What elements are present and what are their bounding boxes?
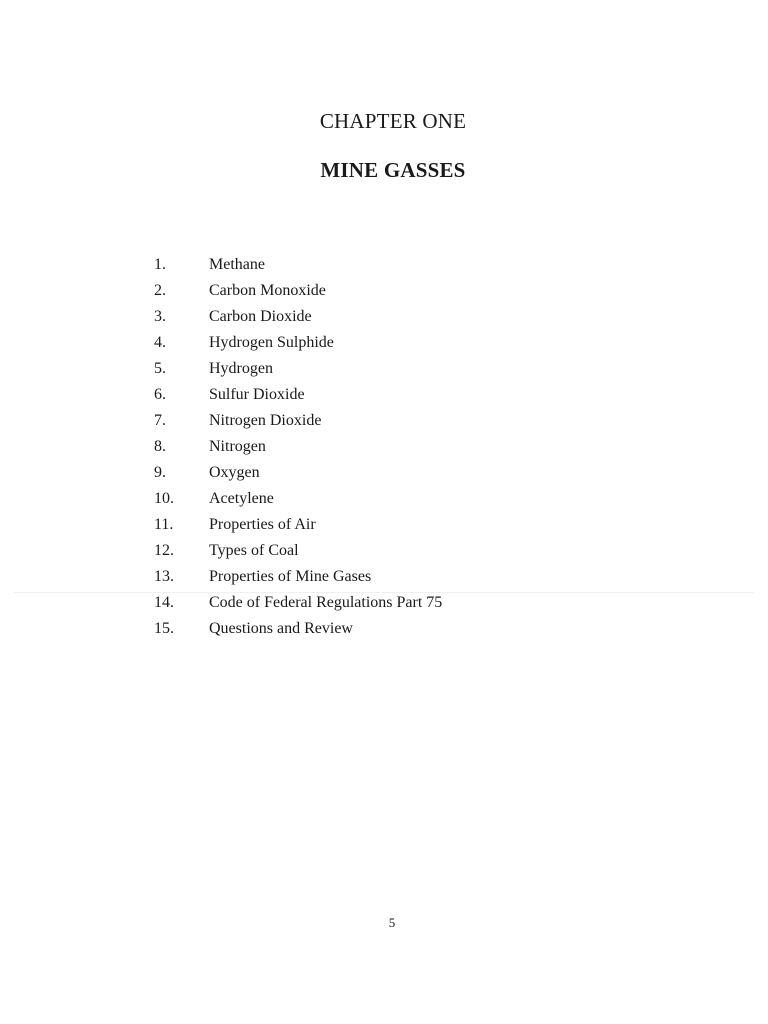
toc-item-text: Nitrogen Dioxide	[209, 412, 322, 429]
toc-item-number: 11.	[154, 516, 174, 533]
toc-item	[154, 408, 442, 434]
toc-item	[154, 512, 442, 538]
toc-item-text: Sulfur Dioxide	[209, 386, 305, 403]
toc-item	[154, 356, 442, 382]
toc-item-number: 14.	[154, 594, 174, 611]
toc-item-text: Hydrogen	[209, 360, 273, 377]
toc-item-number: 15.	[154, 620, 174, 637]
toc-item-number: 9.	[154, 464, 166, 481]
toc-item-text: Oxygen	[209, 464, 260, 481]
chapter-title: MINE GASSES	[320, 158, 466, 182]
scan-artifact-line	[14, 592, 754, 593]
chapter-label: CHAPTER ONE	[319, 109, 467, 133]
toc-item	[154, 330, 442, 356]
toc-item-text: Nitrogen	[209, 438, 266, 455]
toc-item	[154, 486, 442, 512]
toc-item-text: Types of Coal	[209, 542, 299, 559]
toc-item	[154, 252, 442, 278]
toc-item-text: Properties of Air	[209, 516, 316, 533]
table-of-contents	[154, 252, 442, 642]
page-number: 5	[388, 915, 396, 930]
toc-item	[154, 564, 442, 590]
toc-item-number: 1.	[154, 256, 166, 273]
toc-item-number: 4.	[154, 334, 166, 351]
toc-item-text: Carbon Monoxide	[209, 282, 326, 299]
toc-item-number: 2.	[154, 282, 166, 299]
toc-item	[154, 616, 442, 642]
toc-item	[154, 382, 442, 408]
toc-item-text: Acetylene	[209, 490, 274, 507]
toc-item-number: 6.	[154, 386, 166, 403]
toc-item-text: Questions and Review	[209, 620, 353, 637]
toc-item-number: 3.	[154, 308, 166, 325]
toc-item-text: Methane	[209, 256, 265, 273]
toc-item	[154, 304, 442, 330]
toc-item-text: Properties of Mine Gases	[209, 568, 372, 585]
toc-item	[154, 460, 442, 486]
toc-item	[154, 538, 442, 564]
toc-item-text: Code of Federal Regulations Part 75	[209, 594, 443, 611]
toc-item	[154, 434, 442, 460]
toc-item-text: Hydrogen Sulphide	[209, 334, 334, 351]
toc-item-number: 5.	[154, 360, 166, 377]
toc-item-text: Carbon Dioxide	[209, 308, 312, 325]
toc-item	[154, 278, 442, 304]
toc-item	[154, 590, 442, 616]
toc-item-number: 13.	[154, 568, 174, 585]
toc-item-number: 10.	[154, 490, 174, 507]
toc-item-number: 7.	[154, 412, 166, 429]
toc-item-number: 8.	[154, 438, 166, 455]
toc-item-number: 12.	[154, 542, 174, 559]
